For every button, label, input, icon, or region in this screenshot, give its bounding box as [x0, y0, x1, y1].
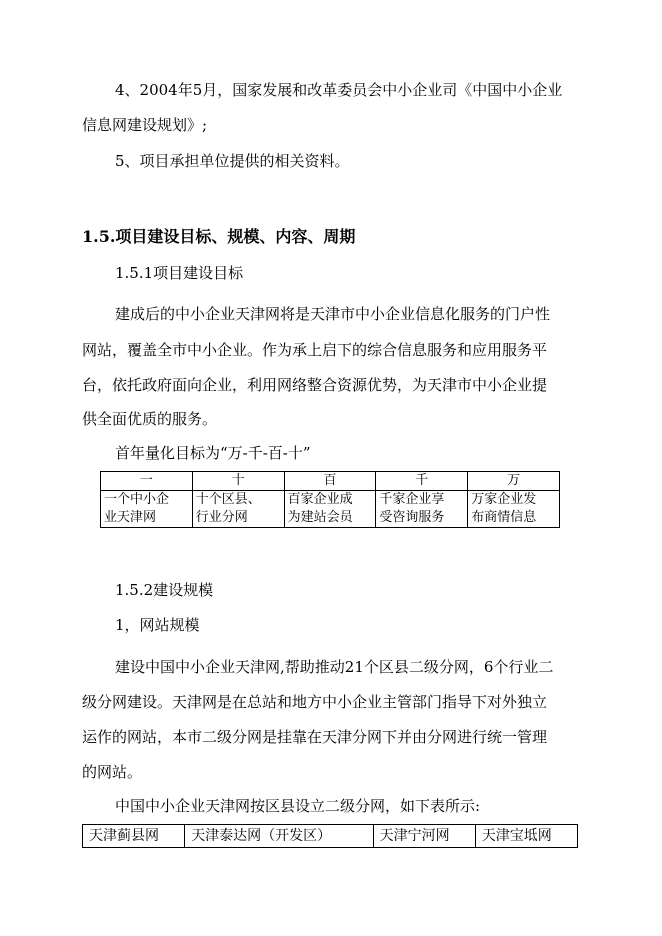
table-cell [284, 491, 376, 528]
table-header-cell: 百 [284, 472, 376, 491]
cell-line: 为建站会员 [287, 510, 353, 525]
paragraph-line: 级分网建设。天津网是在总站和地方中小企业主管部门指导下对外独立 [82, 693, 548, 711]
paragraph-line: 的网站。 [82, 763, 143, 781]
paragraph-line: 运作的网站，本市二级分网是挂靠在天津分网下并由分网进行统一管理 [82, 728, 548, 746]
table-cell: 天津宁河网 [373, 825, 475, 848]
table-cell [376, 491, 468, 528]
table-cell: 天津宝坻网 [475, 825, 577, 848]
subsection-title-1-5-1: 1.5.1项目建设目标 [115, 264, 244, 282]
table-cell [101, 491, 193, 528]
sub-item-website-scale: 1，网站规模 [115, 616, 200, 634]
cell-line: 百家企业成 [287, 492, 353, 507]
cell-line: 行业分网 [195, 510, 248, 525]
subnet-table [82, 824, 578, 848]
subnet-intro: 中国中小企业天津网按区县设立二级分网，如下表所示: [115, 797, 481, 815]
paragraph-line: 建设中国中小企业天津网,帮助推动21个区县二级分网，6个行业二 [115, 658, 554, 676]
table-header-row [101, 472, 560, 491]
paragraph-line: 网站，覆盖全市中小企业。作为承上启下的综合信息服务和应用服务平 [82, 341, 548, 359]
paragraph-line: 建成后的中小企业天津网将是天津市中小企业信息化服务的门户性 [115, 305, 551, 323]
cell-line: 受咨询服务 [379, 510, 445, 525]
table-row [101, 491, 560, 528]
table-cell: 天津泰达网（开发区） [185, 825, 373, 848]
targets-intro: 首年量化目标为“万-千-百-十” [115, 444, 311, 462]
table-cell [192, 491, 284, 528]
table-cell [468, 491, 560, 528]
reference-item-4-line1: 4、2004年5月，国家发展和改革委员会中小企业司《中国中小企业 [115, 81, 563, 99]
table-cell: 天津蓟县网 [83, 825, 185, 848]
paragraph-line: 供全面优质的服务。 [82, 410, 218, 428]
table-header-cell: 十 [192, 472, 284, 491]
section-heading-1-5: 1.5.项目建设目标、规模、内容、周期 [82, 227, 356, 246]
table-row [83, 825, 578, 848]
paragraph-line: 台，依托政府面向企业，利用网络整合资源优势，为天津市中小企业提 [82, 376, 548, 394]
cell-line: 布商情信息 [471, 510, 537, 525]
cell-line: 千家企业享 [379, 492, 445, 507]
table-header-cell: 千 [376, 472, 468, 491]
table-header-cell: 一 [101, 472, 193, 491]
reference-item-5: 5、项目承担单位提供的相关资料。 [115, 152, 350, 170]
cell-line: 一个中小企 [104, 492, 170, 507]
table-header-cell: 万 [468, 472, 560, 491]
reference-item-4-line2: 信息网建设规划》; [82, 116, 208, 134]
subsection-title-1-5-2: 1.5.2建设规模 [115, 581, 214, 599]
cell-line: 万家企业发 [471, 492, 537, 507]
targets-table [100, 471, 560, 528]
cell-line: 业天津网 [104, 510, 157, 525]
cell-line: 十个区县、 [195, 492, 261, 507]
